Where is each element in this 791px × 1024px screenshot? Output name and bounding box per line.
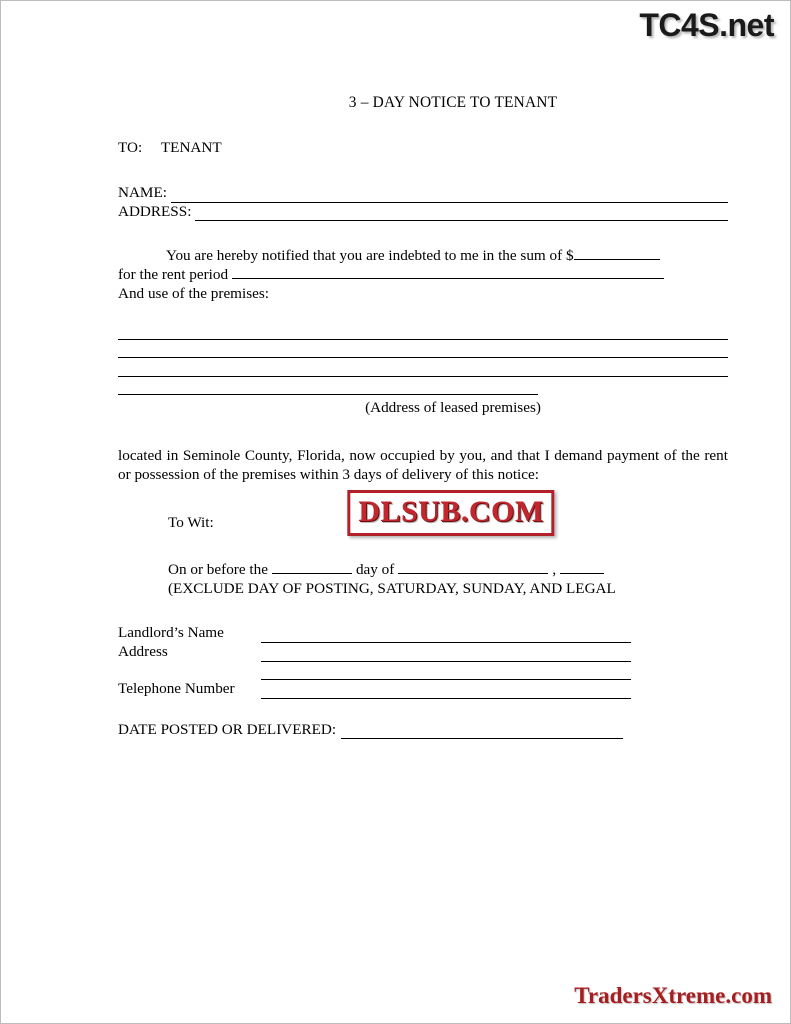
to-tenant-line: TO: TENANT xyxy=(118,138,222,156)
use-of-premises-label: And use of the premises: xyxy=(118,284,269,302)
address-field-row xyxy=(118,203,728,222)
telephone-label: Telephone Number xyxy=(118,680,235,698)
date-posted-row xyxy=(118,721,728,740)
document-body xyxy=(118,1,728,739)
indebted-paragraph xyxy=(118,247,728,303)
comma-text: , xyxy=(552,561,557,579)
year-input[interactable] xyxy=(560,561,604,574)
on-or-before-text: On or before the xyxy=(168,561,268,579)
landlord-name-row xyxy=(118,624,728,643)
date-posted-input[interactable] xyxy=(341,724,623,739)
landlord-name-input[interactable] xyxy=(261,628,631,643)
landlord-address-input-2[interactable] xyxy=(261,665,631,680)
exclude-days-note: (EXCLUDE DAY OF POSTING, SATURDAY, SUNDAY, AND LEGAL xyxy=(168,580,616,598)
premises-description-lines xyxy=(118,321,728,395)
landlord-address-row xyxy=(118,643,728,662)
telephone-row xyxy=(118,680,728,699)
day-input[interactable] xyxy=(272,561,352,574)
day-of-text: day of xyxy=(355,561,395,579)
watermark-bottom-right: TradersXtreme.com xyxy=(574,983,772,1008)
premises-line-3[interactable] xyxy=(118,358,728,377)
rent-period-label: for the rent period xyxy=(118,265,229,283)
address-input[interactable] xyxy=(195,207,728,221)
to-wit-label: To Wit: xyxy=(168,513,214,531)
page-title: 3 – DAY NOTICE TO TENANT xyxy=(348,94,558,111)
signature-block xyxy=(118,624,728,698)
located-paragraph: located in Seminole County, Florida, now occupied by you, and that I demand payment of the rent or possession of the premises within 3 days of delivery of this notice: xyxy=(118,446,728,483)
watermark-center: DLSUB.COM xyxy=(347,490,554,536)
watermark-top-right: TC4S.net xyxy=(639,7,774,43)
landlord-address-input-1[interactable] xyxy=(261,647,631,662)
landlord-address-row-2 xyxy=(118,662,728,681)
month-input[interactable] xyxy=(398,561,548,574)
premises-line-4[interactable] xyxy=(118,377,538,396)
indebted-lead-text: You are hereby notified that you are indebted to me in the sum of $ xyxy=(166,247,574,265)
name-input[interactable] xyxy=(171,189,728,203)
on-or-before-block xyxy=(168,560,728,598)
amount-input[interactable] xyxy=(574,247,660,260)
date-posted-label: DATE POSTED OR DELIVERED: xyxy=(118,720,337,738)
name-field-row xyxy=(118,184,728,203)
landlord-address-label: Address xyxy=(118,642,168,660)
premises-line-2[interactable] xyxy=(118,340,728,359)
rent-period-input[interactable] xyxy=(232,266,664,279)
address-label: ADDRESS: xyxy=(118,202,192,220)
landlord-name-label: Landlord’s Name xyxy=(118,624,224,642)
address-caption: (Address of leased premises) xyxy=(365,399,541,417)
name-label: NAME: xyxy=(118,184,167,202)
telephone-input[interactable] xyxy=(261,684,631,699)
premises-line-1[interactable] xyxy=(118,321,728,340)
